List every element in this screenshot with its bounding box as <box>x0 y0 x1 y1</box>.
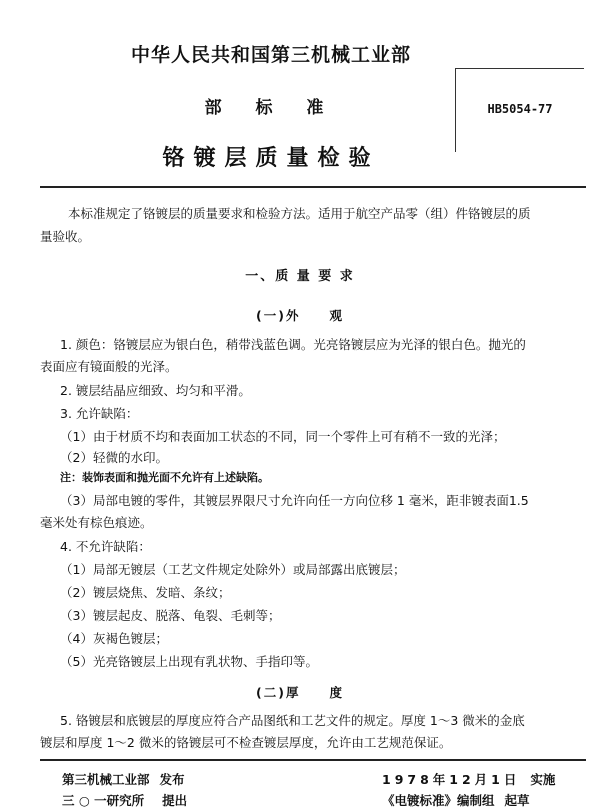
item-2: 2. 镀层结晶应细致、均匀和平滑。 <box>60 383 251 398</box>
item-3-2: （2）轻微的水印。 <box>60 450 168 465</box>
footer-proposed: 提出 <box>162 793 188 808</box>
item-3-3-line-2: 毫米处有棕色痕迹。 <box>40 515 153 530</box>
item-3-1: （1）由于材质不均和表面加工状态的不同，同一个零件上可有稍不一致的光泽； <box>60 429 506 444</box>
item-4-4: （4）灰褐色镀层； <box>60 631 168 646</box>
item-5-line-2: 镀层和厚度 1～2 微米的铬镀层可不检查镀层厚度，允许由工艺规范保证。 <box>40 735 452 750</box>
item-4-2: （2）镀层烧焦、发暗、条纹； <box>60 585 231 600</box>
section-heading-requirements: 一、质 量 要 求 <box>245 269 355 284</box>
intro-line-1: 本标准规定了铬镀层的质量要求和检验方法。适用于航空产品零（组）件铬镀层的质 <box>68 206 531 221</box>
footer-issuer-line <box>62 770 185 788</box>
footer-editor-line <box>382 791 530 809</box>
header-divider <box>40 186 586 188</box>
footer-drafted: 起草 <box>504 793 530 808</box>
item-3: 3. 允许缺陷： <box>60 406 139 421</box>
item-4-5: （5）光亮铬镀层上出现有乳状物、手指印等。 <box>60 654 318 669</box>
item-4-1: （1）局部无镀层（工艺文件规定处除外）或局部露出底镀层； <box>60 562 406 577</box>
item-4-3: （3）镀层起皮、脱落、龟裂、毛刺等； <box>60 608 281 623</box>
item-1-line-1: 1. 颜色：铬镀层应为银白色，稍带浅蓝色调。光亮铬镀层应为光泽的银白色。抛光的 <box>60 337 526 352</box>
note: 注：装饰表面和抛光面不允许有上述缺陷。 <box>60 471 269 484</box>
footer-effective: 实施 <box>530 772 556 787</box>
ministry-title: 中华人民共和国第三机械工业部 <box>130 44 411 66</box>
footer-drafter-line <box>62 791 187 809</box>
footer-issued: 发布 <box>159 772 185 787</box>
subsection-heading-thickness: (二)厚 度 <box>256 685 344 700</box>
standard-class: 部 标 准 <box>204 98 338 118</box>
footer-date-line <box>382 770 555 788</box>
footer-date: 1978年12月1日 <box>382 772 521 787</box>
subsection-heading-appearance: (一)外 观 <box>256 308 344 323</box>
standard-code: HB5054-77 <box>487 102 553 116</box>
intro-line-2: 量验收。 <box>40 229 91 244</box>
item-4: 4. 不允许缺陷： <box>60 539 151 554</box>
item-3-3-line-1: （3）局部电镀的零件，其镀层界限尺寸允许向任一方向位移 1 毫米，距非镀表面1.5 <box>60 493 529 508</box>
footer-editor: 《电镀标准》编制组 <box>382 793 495 808</box>
footer-divider <box>40 759 586 761</box>
item-5-line-1: 5. 铬镀层和底镀层的厚度应符合产品图纸和工艺文件的规定。厚度 1～3 微米的金底 <box>60 713 525 728</box>
item-1-line-2: 表面应有镜面般的光泽。 <box>40 359 178 374</box>
footer-issuer: 第三机械工业部 <box>62 772 150 787</box>
footer-drafter: 三 ○ 一研究所 <box>62 793 145 808</box>
standard-number-box <box>455 68 584 152</box>
document-title: 铬镀层质量检验 <box>162 146 380 171</box>
